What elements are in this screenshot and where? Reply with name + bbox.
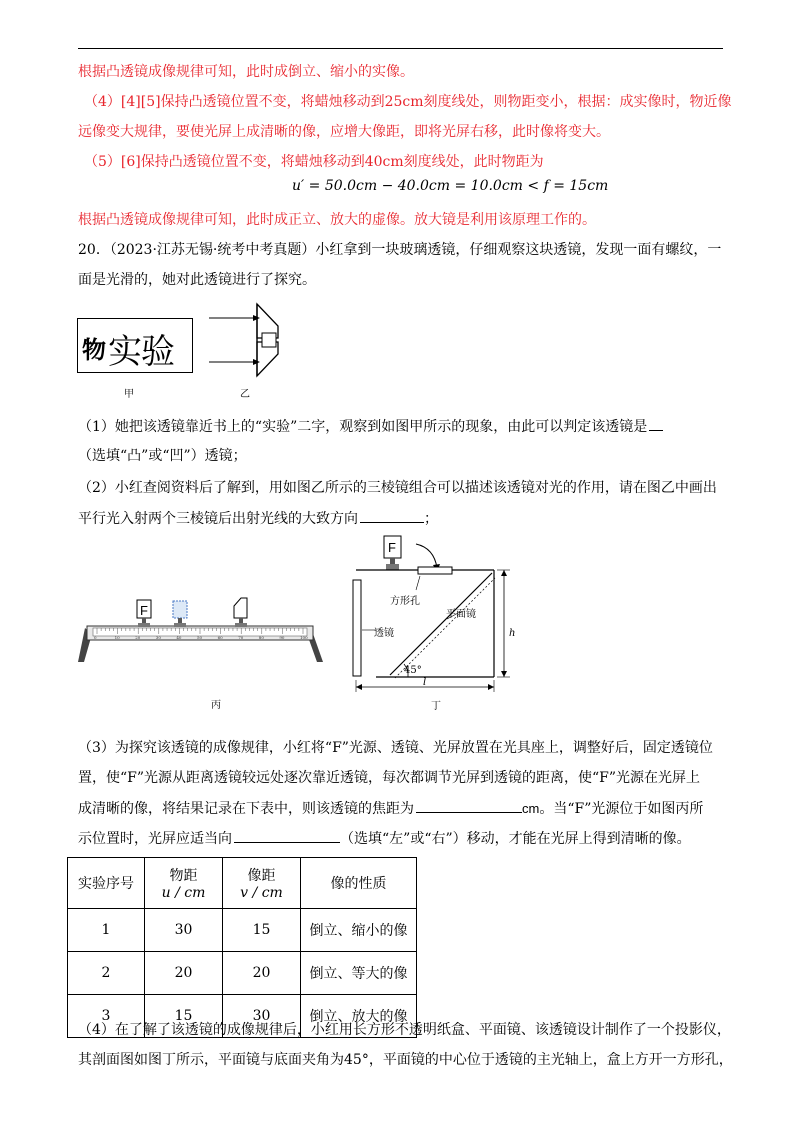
cell-index: 1	[68, 909, 145, 952]
ruler-tick-label: 0	[94, 635, 97, 640]
question-3a: （3）为探究该透镜的成像规律，小红将“F”光源、透镜、光屏放置在光具座上，调整好后，固定透镜位	[78, 740, 713, 756]
ding-h-label: h	[509, 628, 516, 639]
ruler-tick-label: 70	[238, 635, 244, 640]
results-table	[67, 857, 417, 1038]
ruler-tick-label: 40	[176, 635, 182, 640]
question-4b: 其剖面图如图丁所示，平面镜与底面夹角为45°，平面镜的中心位于透镜的主光轴上，盒上方开一方形孔，	[78, 1052, 733, 1068]
header-object-distance: 物距 u / cm	[145, 858, 223, 909]
top-rule	[78, 48, 723, 49]
answer-line-4: （5）[6]保持凸透镜位置不变，将蜡烛移动到40cm刻度线处，此时物距为	[84, 154, 544, 170]
answer-line-2: （4）[4][5]保持凸透镜位置不变，将蜡烛移动到25cm刻度线处，则物距变小，根据：成实像时，物近像	[84, 94, 732, 110]
ruler-tick-label: 30	[155, 635, 161, 640]
question-3c: 成清晰的像，将结果记录在下表中，则该透镜的焦距为 cm。当“F”光源位于如图丙所	[78, 798, 703, 819]
answer-blank-3[interactable]	[416, 798, 522, 813]
table-row	[68, 952, 417, 995]
figure-jia-text-small: 物	[82, 336, 106, 364]
question-3b: 置，使“F”光源从距离透镜较远处逐次靠近透镜，每次都调节光屏到透镜的距离，使“F”光源在光屏上	[78, 770, 701, 786]
ding-l-label: l	[423, 677, 427, 688]
header-image-nature: 像的性质	[301, 858, 417, 909]
figure-jia-text-large: 实验	[108, 332, 174, 372]
ding-mirror-label: 平面镜	[446, 609, 476, 620]
ding-hole-label: 方形孔	[390, 596, 420, 607]
ruler-tick-label: 60	[217, 635, 223, 640]
figure-jia-label: 甲	[124, 389, 134, 400]
question-4a: （4）在了解了该透镜的成像规律后，小红用长方形不透明纸盒、平面镜、该透镜设计制作了一个投影仪，	[78, 1022, 731, 1038]
header-index: 实验序号	[68, 858, 145, 909]
ruler-tick-label: 100	[300, 635, 308, 640]
ruler-tick-label: 20	[135, 635, 141, 640]
ruler-tick-label: 10	[114, 635, 120, 640]
ruler-tick-label: 50	[197, 635, 203, 640]
figure-bing-optical-bench	[75, 590, 327, 678]
cell-v: 15	[223, 909, 301, 952]
question-intro-2: 面是光滑的，她对此透镜进行了探究。	[78, 272, 316, 288]
cell-index: 2	[68, 952, 145, 995]
header-image-distance: 像距 v / cm	[223, 858, 301, 909]
figure-yi-label: 乙	[240, 389, 250, 400]
answer-blank-4[interactable]	[234, 828, 340, 843]
cell-nature: 倒立、等大的像	[301, 952, 417, 995]
cell-u: 20	[145, 952, 223, 995]
cell-u: 15	[145, 995, 223, 1038]
table-row	[68, 909, 417, 952]
question-2b: 平行光入射两个三棱镜后出射光线的大致方向 ；	[78, 508, 438, 529]
answer-line-3: 远像变大规律，要使光屏上成清晰的像，应增大像距，即将光屏右移，此时像将变大。	[78, 124, 610, 140]
answer-line-5: 根据凸透镜成像规律可知，此时成正立、放大的虚像。放大镜是利用该原理工作的。	[78, 212, 596, 228]
ding-f-letter: F	[388, 540, 396, 555]
figure-ding-label: 丁	[431, 701, 441, 712]
figure-bing-label: 丙	[211, 700, 221, 711]
figure-jia-box	[77, 318, 193, 373]
cell-u: 30	[145, 909, 223, 952]
cell-v: 20	[223, 952, 301, 995]
table-header-row	[68, 858, 417, 909]
question-1a: （1）她把该透镜靠近书上的“实验”二字，观察到如图甲所示的现象，由此可以判定该透镜是	[78, 416, 663, 437]
figure-yi-prisms	[205, 300, 285, 380]
answer-blank-2[interactable]	[360, 508, 424, 523]
f-letter: F	[140, 603, 148, 618]
question-intro-1: 20．（2023·江苏无锡·统考中考真题）小红拿到一块玻璃透镜，仔细观察这块透镜，发现一面有螺纹，一	[78, 242, 722, 258]
figure-ding-projector	[342, 532, 517, 694]
ruler-tick-label: 80	[258, 635, 264, 640]
cell-v: 30	[223, 995, 301, 1038]
ruler-tick-label: 90	[279, 635, 285, 640]
question-3d: 示位置时，光屏应适当向 （选填“左”或“右”）移动，才能在光屏上得到清晰的像。	[78, 828, 691, 849]
answer-blank-1[interactable]	[649, 416, 663, 431]
answer-line-1: 根据凸透镜成像规律可知，此时成倒立、缩小的实像。	[78, 64, 414, 80]
cell-index: 3	[68, 995, 145, 1038]
cell-nature: 倒立、放大的像	[301, 995, 417, 1038]
answer-formula: u′ = 50.0cm − 40.0cm = 10.0cm < f = 15cm	[292, 178, 609, 194]
ding-lens-label: 透镜	[374, 628, 394, 639]
cell-nature: 倒立、缩小的像	[301, 909, 417, 952]
question-1b: （选填“凸”或“凹”）透镜；	[78, 448, 247, 464]
question-2a: （2）小红查阅资料后了解到，用如图乙所示的三棱镜组合可以描述该透镜对光的作用，请在图乙中画出	[78, 480, 717, 496]
ding-angle-label: 45°	[404, 665, 422, 676]
